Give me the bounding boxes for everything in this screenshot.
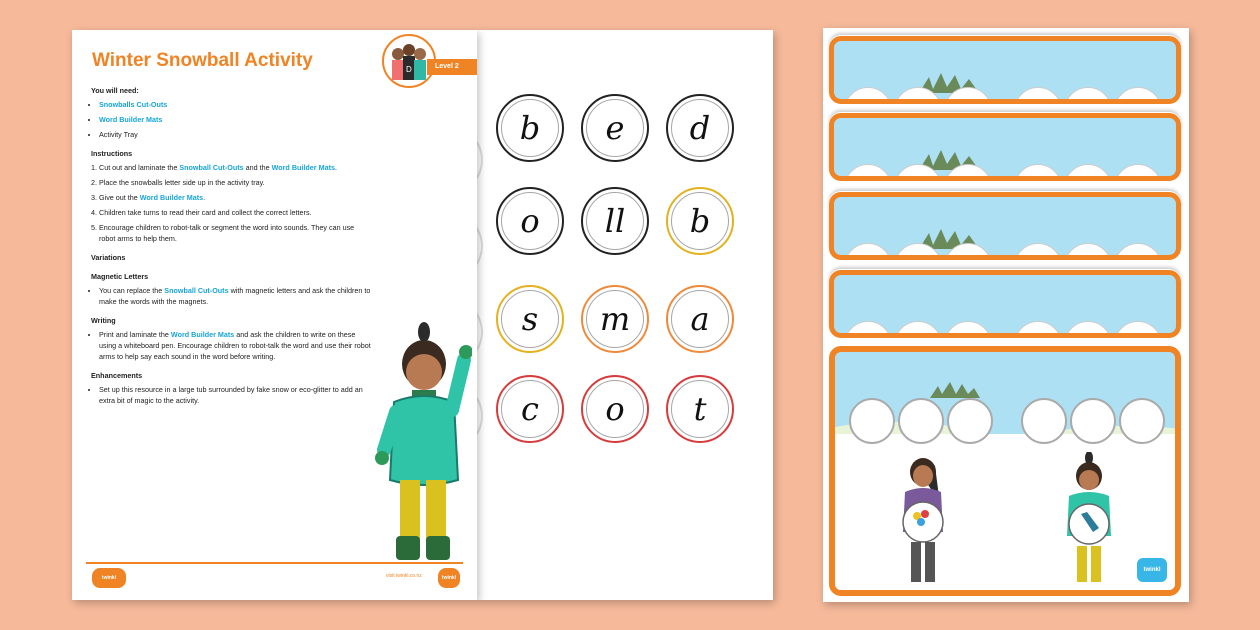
snowball-cutouts-link[interactable]: Snowballs Cut-Outs bbox=[99, 100, 168, 109]
snowball-letter[interactable]: m bbox=[581, 285, 649, 353]
step-text: . bbox=[203, 193, 206, 202]
snowball-cutouts-page bbox=[477, 30, 773, 600]
girl-character-illustration bbox=[895, 452, 955, 586]
snowball-letter[interactable]: ll bbox=[581, 187, 649, 255]
step-text: Encourage children to robot-talk or segment the word into sounds. They can use robot arms to help them. bbox=[99, 223, 355, 243]
sheet-title: Winter Snowball Activity bbox=[92, 50, 313, 71]
material-item[interactable] bbox=[99, 114, 371, 125]
enhancements-heading: Enhancements bbox=[91, 371, 143, 380]
word-builder-mats-link[interactable]: Word Builder Mats bbox=[170, 330, 235, 339]
variation-text: Print and laminate the bbox=[99, 330, 171, 339]
material-item[interactable] bbox=[99, 99, 371, 110]
twinkl-phonics-logo: twinkl phonics bbox=[92, 568, 126, 588]
variation-text: and ask the children to write on these using a whiteboard pen. Encourage children to robot-talk the word and use their robot arms to help say each sound in the word before writing. bbox=[99, 330, 371, 361]
snowball-letter[interactable]: s bbox=[496, 285, 564, 353]
variations-heading: Variations bbox=[91, 253, 126, 262]
snowball-letter[interactable]: t bbox=[666, 375, 734, 443]
you-will-need-heading: You will need: bbox=[91, 86, 139, 95]
snowball-letter[interactable]: c bbox=[496, 375, 564, 443]
instruction-step bbox=[99, 162, 371, 173]
material-item bbox=[99, 129, 371, 140]
step-text: Give out the bbox=[99, 193, 140, 202]
sheet-content bbox=[91, 85, 371, 414]
footer-url[interactable]: visit twinkl.co.nz bbox=[386, 573, 422, 579]
word-builder-mat[interactable] bbox=[829, 113, 1181, 181]
enhancements-text: Set up this resource in a large tub surrounded by fake snow or eco-glitter to add an extra bit of magic to the activity. bbox=[99, 385, 363, 405]
svg-text:D: D bbox=[406, 65, 412, 74]
twinkl-logo: twinkl bbox=[438, 568, 460, 588]
writing-item bbox=[99, 329, 371, 362]
writing-heading: Writing bbox=[91, 316, 116, 325]
enhancements-list bbox=[91, 384, 371, 406]
step-text: Place the snowballs letter side up in the activity tray. bbox=[99, 178, 265, 187]
magnetic-item bbox=[99, 285, 371, 307]
word-builder-mat[interactable] bbox=[829, 270, 1181, 338]
snowball-letter[interactable]: o bbox=[496, 187, 564, 255]
snowball-letter[interactable]: a bbox=[666, 285, 734, 353]
activity-tray-text: Activity Tray bbox=[99, 130, 138, 139]
step-text: . bbox=[334, 163, 337, 172]
enhancements-item bbox=[99, 384, 371, 406]
instruction-step bbox=[99, 207, 371, 218]
snowball-letter[interactable]: o bbox=[581, 375, 649, 443]
variation-text: You can replace the bbox=[99, 286, 165, 295]
sheet-footer bbox=[86, 562, 463, 601]
level-tab: Level 2 bbox=[427, 59, 477, 75]
instruction-step bbox=[99, 192, 371, 203]
variation-text: with magnetic letters and ask the children to make the words with the magnets. bbox=[99, 286, 371, 306]
magnetic-list bbox=[91, 285, 371, 307]
writing-list bbox=[91, 329, 371, 362]
step-text: Children take turns to read their card and collect the correct letters. bbox=[99, 208, 312, 217]
word-builder-mat[interactable] bbox=[829, 192, 1181, 260]
word-builder-mats-link[interactable]: Word Builder Mats bbox=[271, 163, 335, 172]
boy-character-illustration bbox=[372, 320, 472, 570]
instruction-step bbox=[99, 177, 371, 188]
snowball-cutouts-link[interactable]: Snowball Cut-Outs bbox=[164, 286, 229, 295]
snowball-letter[interactable]: b bbox=[496, 94, 564, 162]
step-text: and the bbox=[243, 163, 272, 172]
step-text: Cut out and laminate the bbox=[99, 163, 180, 172]
word-builder-mat[interactable] bbox=[829, 36, 1181, 104]
instruction-sheet bbox=[72, 30, 477, 600]
word-builder-mat-front[interactable] bbox=[829, 346, 1181, 596]
boy-character-illustration bbox=[1057, 452, 1117, 586]
word-builder-mats-link[interactable]: Word Builder Mats bbox=[139, 193, 204, 202]
snowball-letter[interactable]: d bbox=[666, 94, 734, 162]
snowball-cutouts-link[interactable]: Snowball Cut-Outs bbox=[179, 163, 244, 172]
magnetic-letters-heading: Magnetic Letters bbox=[91, 272, 149, 281]
instruction-step bbox=[99, 222, 371, 244]
twinkl-badge: twinkl bbox=[1137, 558, 1167, 582]
bush-icon bbox=[930, 382, 980, 398]
instructions-list bbox=[91, 162, 371, 244]
snowball-letter[interactable]: b bbox=[666, 187, 734, 255]
instructions-heading: Instructions bbox=[91, 149, 133, 158]
snowball-letter[interactable]: e bbox=[581, 94, 649, 162]
snowy-ground bbox=[835, 434, 1175, 590]
word-builder-mats-link[interactable]: Word Builder Mats bbox=[99, 115, 163, 124]
materials-list bbox=[91, 99, 371, 140]
